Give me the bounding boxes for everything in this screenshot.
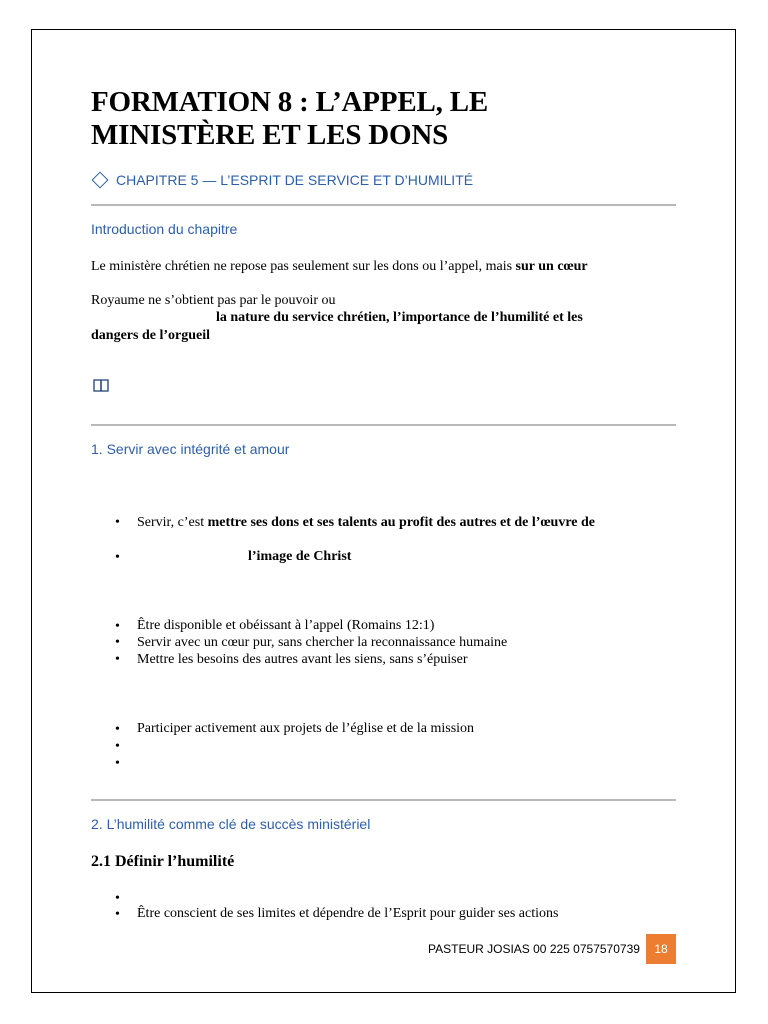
bullet: •: [115, 515, 120, 530]
divider: [91, 799, 676, 801]
bullet: •: [115, 739, 120, 754]
chapter-heading: [91, 172, 473, 188]
intro-paragraph-2: Royaume ne s’obtient pas par le pouvoir ou: [91, 293, 336, 308]
footer-author: PASTEUR JOSIAS 00 225 0757570739: [428, 942, 640, 956]
intro-paragraph-1: [91, 258, 651, 276]
intro-paragraph-2-bold-1: la nature du service chrétien, l’importance de l’humilité et les: [216, 310, 583, 325]
list-item: Mettre les besoins des autres avant les siens, sans s’épuiser: [137, 652, 468, 667]
bullet: •: [115, 891, 120, 906]
title-line-2: MINISTÈRE ET LES DONS: [91, 119, 449, 151]
list-item: l’image de Christ: [248, 549, 352, 564]
bullet: •: [115, 619, 120, 634]
intro-heading: Introduction du chapitre: [91, 221, 238, 237]
list-item: Servir avec un cœur pur, sans chercher la reconnaissance humaine: [137, 635, 508, 650]
divider: [91, 424, 676, 426]
bullet: •: [115, 635, 120, 650]
bullet: •: [115, 652, 120, 667]
list-item: Être disponible et obéissant à l’appel (Romains 12:1): [137, 618, 435, 633]
subsection-heading: 2.1 Définir l’humilité: [91, 853, 235, 870]
bullet: •: [115, 550, 120, 565]
intro-p1-text: Le ministère chrétien ne repose pas seulement sur les dons ou l’appel, mais: [91, 259, 516, 274]
list-item: Participer activement aux projets de l’église et de la mission: [137, 721, 475, 736]
bullet: •: [115, 756, 120, 771]
intro-p1-bold: sur un cœur: [515, 259, 588, 274]
list-item: [137, 514, 595, 531]
chapter-label: CHAPITRE 5 — L’ESPRIT DE SERVICE ET D’HUMILITÉ: [116, 172, 474, 188]
open-book-icon: [93, 379, 109, 392]
intro-paragraph-2-bold-2: dangers de l’orgueil: [91, 328, 210, 343]
diamond-icon: [92, 172, 109, 189]
divider: [91, 204, 676, 206]
bullet: •: [115, 907, 120, 922]
section-2-heading: 2. L’humilité comme clé de succès ministériel: [91, 816, 371, 832]
item-bold: mettre ses dons et ses talents au profit des autres et de l’œuvre de: [207, 515, 596, 530]
page-number: 18: [646, 934, 676, 964]
section-1-heading: 1. Servir avec intégrité et amour: [91, 441, 290, 457]
list-item: Être conscient de ses limites et dépendre de l’Esprit pour guider ses actions: [137, 906, 559, 921]
title-line-1: FORMATION 8 : L’APPEL, LE: [91, 86, 488, 118]
item-prefix: Servir, c’est: [137, 515, 208, 530]
document-title: [91, 86, 691, 152]
bullet: •: [115, 722, 120, 737]
